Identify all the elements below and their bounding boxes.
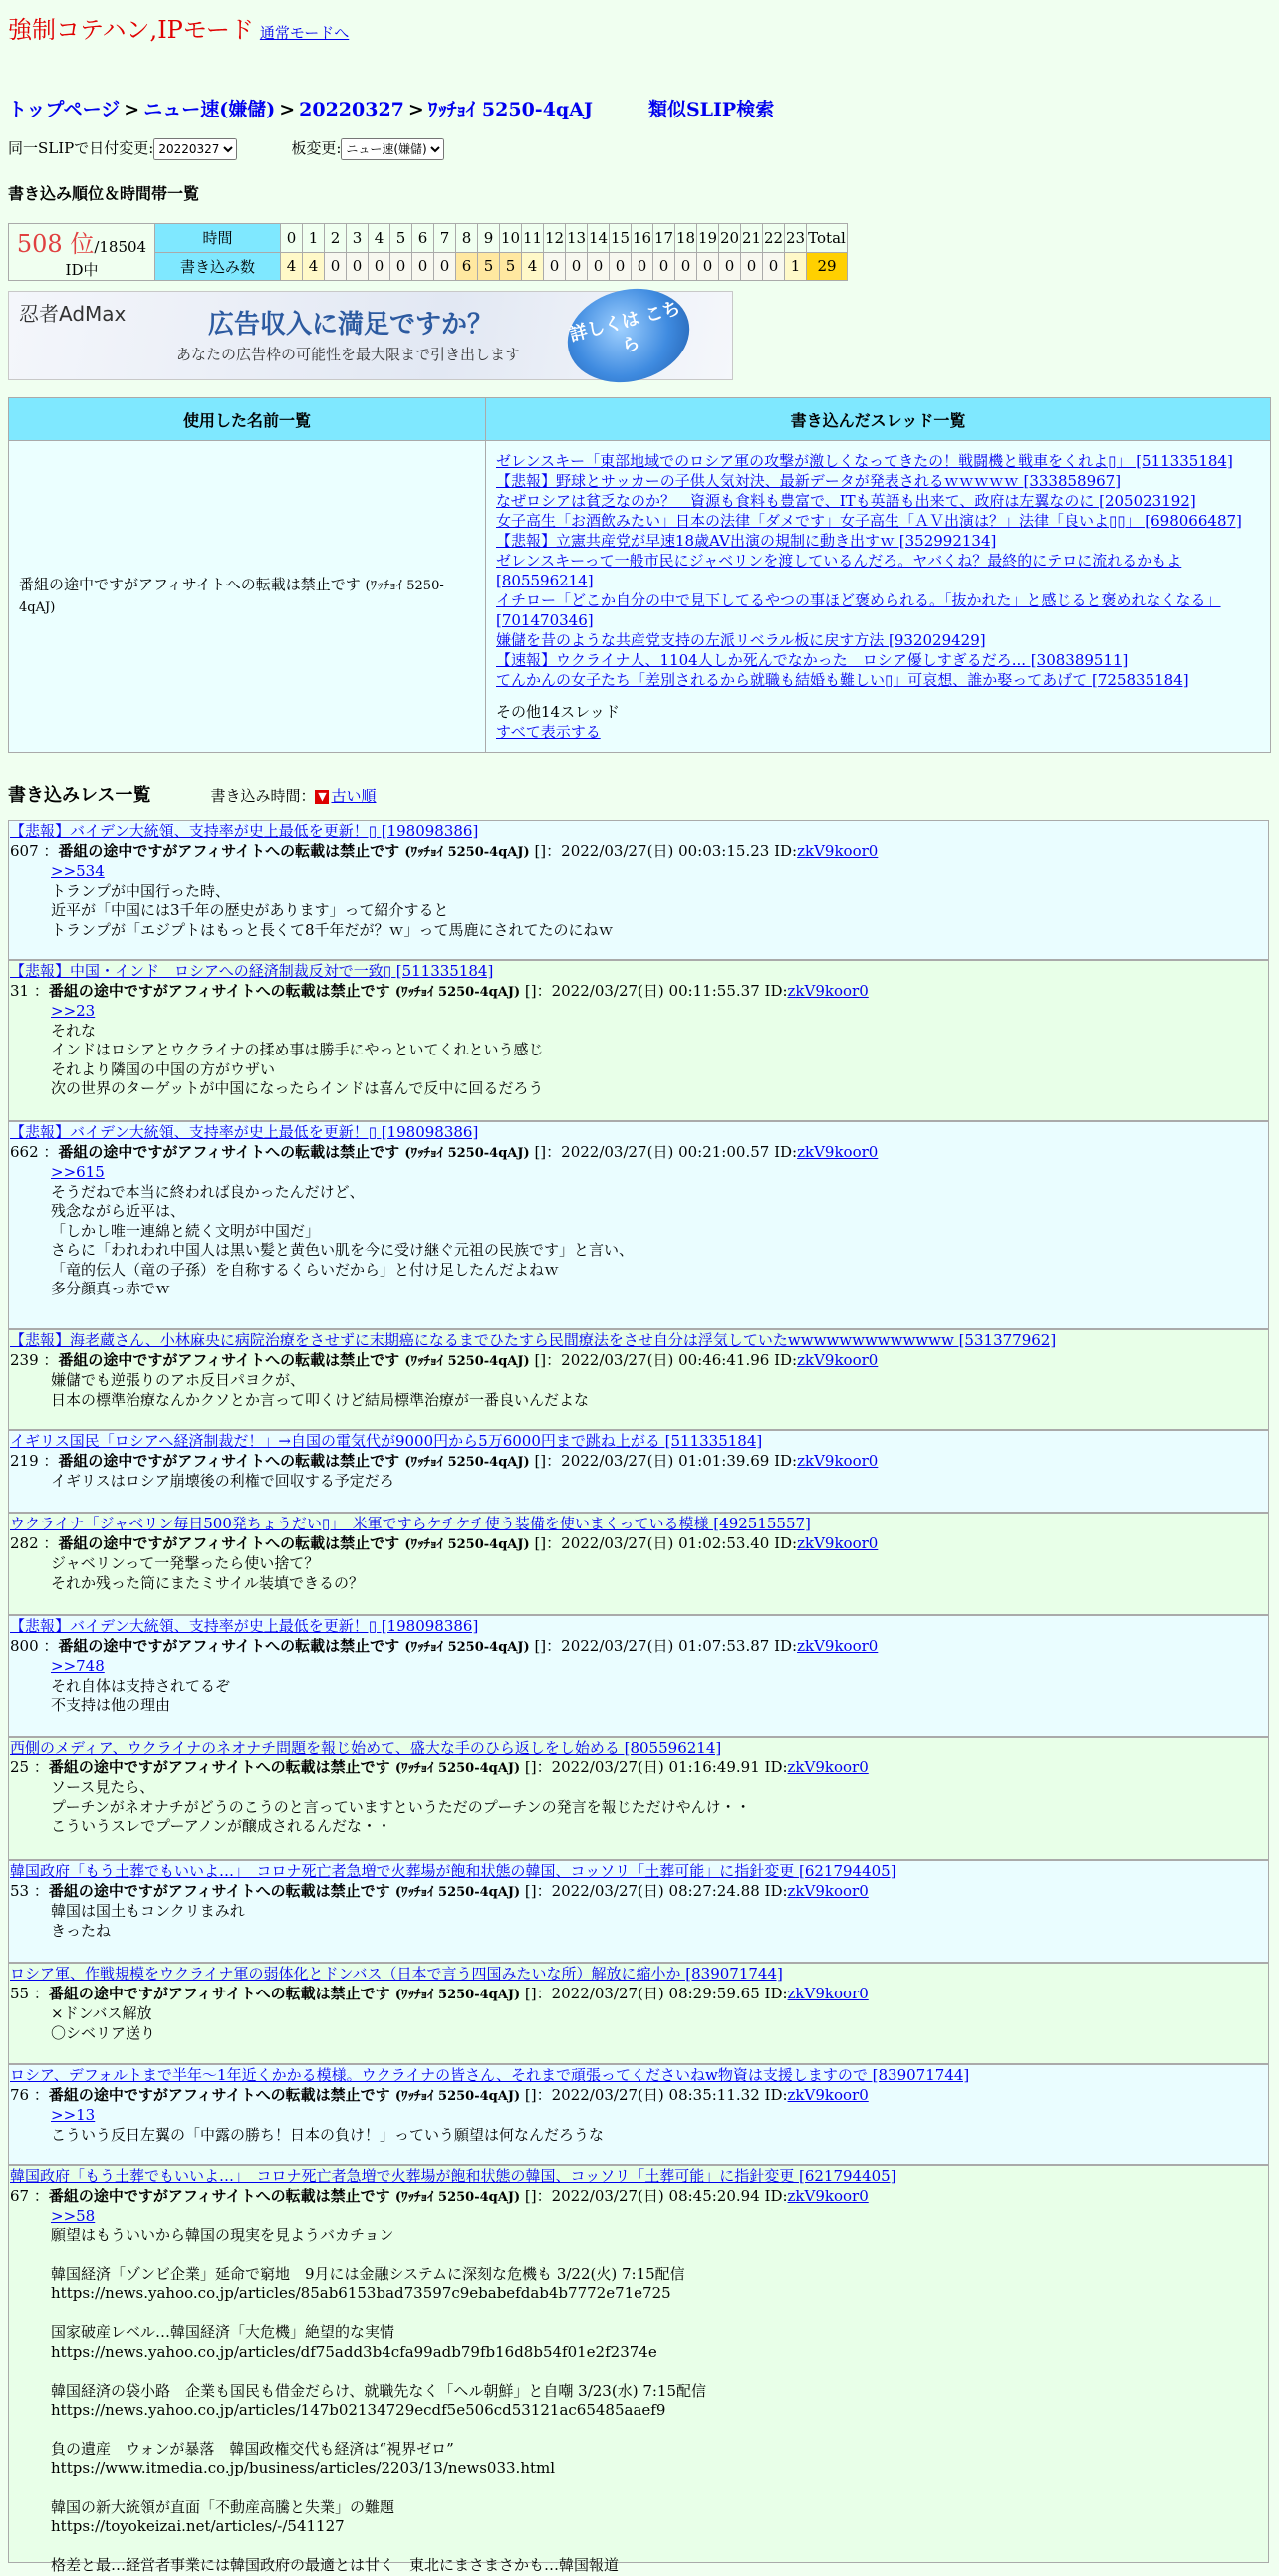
- post-body: [10, 1163, 1268, 1299]
- post: [8, 1430, 1269, 1513]
- post-line: それか残った筒にまたミサイル装填できるの？: [51, 1573, 364, 1592]
- names-column-header: 使用した名前一覧: [9, 398, 486, 441]
- post-line: 願望はもういいから韓国の現実を見ようバカチョン: [51, 2225, 394, 2244]
- post-thread-link[interactable]: ロシア、デフォルトまで半年～1年近くかかる模様。ウクライナの皆さん、それまで頑張ってくださいねw物資は支援しますので [839071744]: [10, 2066, 970, 2084]
- post-number: 282 ：: [10, 1533, 59, 1552]
- thread-link[interactable]: 【悲報】立憲共産党が早速18歳AV出演の規制に動き出すｗ [352992134]: [496, 532, 997, 550]
- thread-link[interactable]: 女子高生「お酒飲みたい」日本の法律「ダメです」女子高生「ＡＶ出演は？」法律「良いよ▯▯」 [698066487]: [496, 512, 1242, 530]
- post-line: [51, 2245, 1268, 2265]
- post-line: インドはロシアとウクライナの揉め事は勝手にやっといてくれという感じ: [51, 1041, 544, 1058]
- post-author: 番組の途中ですがアフィサイトへの転載は禁止です (ﾜｯﾁｮｲ 5250-4qAJ): [58, 1142, 530, 1161]
- rank-value: 508 位: [16, 230, 95, 258]
- name-cell: [9, 441, 486, 753]
- more-threads-count: その他14スレッド: [496, 703, 620, 721]
- ad-headline: 広告収入に満足ですか？: [208, 310, 494, 340]
- post-meta: [10, 1452, 1268, 1473]
- post-id-link[interactable]: zkV9koor0: [797, 1451, 879, 1470]
- reply-anchor-link[interactable]: >>13: [51, 2106, 96, 2124]
- post: [8, 1329, 1269, 1430]
- post-meta: [10, 2086, 1268, 2107]
- post-meta: [10, 1351, 1268, 1372]
- post-line: https://toyokeizai.net/articles/-/541127: [51, 2517, 345, 2535]
- post-line: ソース見たら、: [51, 1778, 155, 1796]
- post: [8, 820, 1269, 960]
- post-author: 番組の途中ですがアフィサイトへの転載は禁止です (ﾜｯﾁｮｲ 5250-4qAJ): [58, 1636, 530, 1655]
- post-line: [51, 2421, 1268, 2441]
- post-thread-link[interactable]: 【悲報】バイデン大統領、支持率が史上最低を更新！▯ [198098386]: [10, 1617, 479, 1635]
- hour-count: 0: [719, 252, 741, 281]
- hour-header: 19: [697, 224, 719, 253]
- post-id-link[interactable]: zkV9koor0: [787, 2085, 869, 2104]
- post-line: そうだねで本当に終われば良かったんだけど、: [51, 1182, 365, 1201]
- hour-header: 3: [347, 224, 369, 253]
- hour-count: 1: [785, 252, 807, 281]
- post-author: 番組の途中ですがアフィサイトへの転載は禁止です (ﾜｯﾁｮｲ 5250-4qAJ): [58, 1533, 530, 1552]
- post-thread-link[interactable]: 韓国政府「もう土葬でもいいよ…」 コロナ死亡者急増で火葬場が飽和状態の韓国、コッソリ「土葬可能」に指針変更 [621794405]: [10, 2167, 896, 2185]
- post-id-link[interactable]: zkV9koor0: [797, 1142, 879, 1161]
- post-thread-link[interactable]: イギリス国民「ロシアへ経済制裁だ！」→自国の電気代が9000円から5万6000円まで跳ね上がる [511335184]: [10, 1432, 763, 1450]
- poster-trip: (ﾜｯﾁｮｲ 5250-4qAJ): [19, 579, 444, 615]
- thread-link[interactable]: イチロー「どこか自分の中で見下してるやつの事ほど褒められる。「抜かれた」と感じると褒めれなくなる」 [701470346]: [496, 591, 1221, 629]
- post-line: [51, 2537, 1268, 2557]
- post-thread-link[interactable]: 西側のメディア、ウクライナのネオナチ問題を報じ始めて、盛大な手のひら返しをし始める [805596214]: [10, 1739, 722, 1756]
- reply-anchor-link[interactable]: >>23: [51, 1002, 96, 1020]
- ad-banner[interactable]: [8, 291, 733, 380]
- hour-header: 8: [456, 224, 478, 253]
- post-date: []：2022/03/27(日) 08:35:11.32 ID:: [520, 2085, 788, 2104]
- post-number: 55 ：: [10, 1984, 49, 2002]
- hour-count: 0: [390, 252, 412, 281]
- post: [8, 1513, 1269, 1615]
- hour-header: 14: [588, 224, 610, 253]
- hour-header: 18: [675, 224, 697, 253]
- post-date: []：2022/03/27(日) 00:21:00.57 ID:: [529, 1142, 798, 1161]
- breadcrumb-top[interactable]: トップページ: [8, 99, 121, 120]
- hour-header: 13: [566, 224, 588, 253]
- post-line: プーチンがネオナチがどうのこうのと言っていますというただのプーチンの発言を報じただけやんけ・・: [51, 1797, 751, 1816]
- hour-count: 5: [500, 252, 522, 281]
- post-body: [10, 1554, 1268, 1593]
- post-line: 国家破産レベル…韓国経済「大危機」絶望的な実情: [51, 2323, 395, 2341]
- post-line: 韓国の新大統領が直面「不動産高騰と失業」の難題: [51, 2497, 395, 2516]
- post-line: それな: [51, 1021, 97, 1040]
- hour-count: 4: [303, 252, 325, 281]
- hour-header: 9: [478, 224, 500, 253]
- date-change-label: 同一SLIPで日付変更:: [8, 139, 154, 157]
- post-id-link[interactable]: zkV9koor0: [787, 1984, 869, 2002]
- hour-header: 5: [390, 224, 412, 253]
- hour-header: 4: [369, 224, 390, 253]
- post-thread-link[interactable]: 【悲報】海老蔵さん、小林麻央に病院治療をさせずに末期癌になるまでひたすら民間療法をさせ自分は浮気していたwwwwwwwwwwwww [531377962]: [10, 1331, 1057, 1349]
- post-body: [10, 1778, 1268, 1837]
- hour-header: 6: [412, 224, 434, 253]
- post-line: トランプが中国行った時、: [51, 881, 231, 900]
- hour-count: 5: [478, 252, 500, 281]
- hour-count: 0: [412, 252, 434, 281]
- show-all-threads-link[interactable]: すべて表示する: [496, 723, 601, 741]
- thread-link[interactable]: 【速報】ウクライナ人、1104人しか死んでなかった ロシア優しすぎるだろ... [308389511]: [496, 651, 1129, 669]
- post-line: 韓国経済の袋小路 企業も国民も借金だらけ、就職先なく「ヘル朝鮮」と自嘲 3/23(水) 7:15配信: [51, 2381, 707, 2400]
- post-line: [51, 2362, 1268, 2382]
- post-line: [51, 2304, 1268, 2324]
- post-id-link[interactable]: zkV9koor0: [787, 2186, 869, 2205]
- post-line: 〇シベリア送り: [51, 2023, 156, 2042]
- board-change-label: 板変更:: [291, 139, 342, 157]
- breadcrumb-separator: >: [279, 99, 296, 120]
- thread-link[interactable]: ゼレンスキーって一般市民にジャベリンを渡しているんだろ。ヤバくね？最終的にテロに流れるかもよ [805596214]: [496, 552, 1182, 589]
- post: [8, 960, 1269, 1121]
- post-date: []：2022/03/27(日) 00:03:15.23 ID:: [529, 841, 798, 860]
- hour-count: 4: [281, 252, 303, 281]
- post: [8, 1615, 1269, 1737]
- hour-count: 0: [697, 252, 719, 281]
- post-meta: [10, 1758, 1268, 1779]
- post-line: 日本の標準治療なんかクソとか言って叩くけど結局標準治療が一番良いんだよな: [51, 1390, 590, 1409]
- post-date: []：2022/03/27(日) 01:02:53.40 ID:: [529, 1533, 798, 1552]
- post-id-link[interactable]: zkV9koor0: [787, 1881, 869, 1900]
- page-title: [8, 10, 349, 45]
- post-line: 多分顔真っ赤でｗ: [51, 1280, 171, 1297]
- post-line: 負の遺産 ウォンが暴落 韓国政権交代も経済は“視界ゼロ”: [51, 2440, 454, 2458]
- post-line: https://news.yahoo.co.jp/articles/df75add3b4cfa99adb79fb16d8b54f01e2f2374e: [51, 2342, 657, 2361]
- reply-anchor-link[interactable]: >>534: [51, 862, 105, 880]
- hour-count: 0: [763, 252, 785, 281]
- post-id-link[interactable]: zkV9koor0: [787, 981, 869, 1000]
- post-author: 番組の途中ですがアフィサイトへの転載は禁止です (ﾜｯﾁｮｲ 5250-4qAJ): [48, 1881, 521, 1900]
- post-date: []：2022/03/27(日) 08:27:24.88 ID:: [520, 1881, 788, 1900]
- post: [8, 1737, 1269, 1860]
- post-date: []：2022/03/27(日) 00:46:41.96 ID:: [529, 1350, 798, 1369]
- reply-anchor-link[interactable]: >>615: [51, 1163, 105, 1181]
- breadcrumb-board[interactable]: ニュー速(嫌儲): [143, 99, 276, 120]
- post-meta: [10, 1637, 1268, 1658]
- post-line: ジャベリンって一発撃ったら使い捨て？: [51, 1554, 320, 1572]
- hour-header: 0: [281, 224, 303, 253]
- board-select[interactable]: [341, 138, 444, 160]
- post-meta: [10, 982, 1268, 1003]
- post-body: [10, 2207, 1268, 2576]
- post-thread-link[interactable]: 【悲報】バイデン大統領、支持率が史上最低を更新！▯ [198098386]: [10, 822, 479, 840]
- names-table: [8, 397, 1271, 753]
- post-line: 格差と最…経営者事業には韓国政府の最適とは甘く 東北にまさまさかも…韓国報道: [51, 2556, 620, 2574]
- hour-header: 15: [610, 224, 632, 253]
- site-title: 強制コテハン,IPモード: [8, 16, 254, 44]
- post-number: 25 ：: [10, 1757, 49, 1776]
- post-author: 番組の途中ですがアフィサイトへの転載は禁止です (ﾜｯﾁｮｲ 5250-4qAJ): [48, 2186, 521, 2205]
- post: [8, 1963, 1269, 2064]
- hour-header: 12: [544, 224, 566, 253]
- post-line: トランプが「エジプトはもっと長くて8千年だが？ｗ」って馬鹿にされてたのにねｗ: [51, 920, 614, 939]
- post-line: 近平が「中国には3千年の歴史があります」って紹介すると: [51, 901, 449, 919]
- hour-header: Total: [807, 224, 848, 253]
- breadcrumb: [8, 95, 774, 121]
- post-line: https://news.yahoo.co.jp/articles/85ab6153bad73597c9ebabefdab4b7772e71e725: [51, 2284, 671, 2302]
- post-date: []：2022/03/27(日) 00:11:55.37 ID:: [520, 981, 788, 1000]
- hour-count: 29: [807, 252, 848, 281]
- hour-count: 0: [610, 252, 632, 281]
- post: [8, 2064, 1269, 2165]
- post-line: 韓国経済「ゾンビ企業」延命で窮地 9月には金融システムに深刻な危機も 3/22(火) 7:15配信: [51, 2264, 685, 2283]
- post-line: 残念ながら近平は、: [51, 1202, 186, 1220]
- normal-mode-link[interactable]: 通常モードへ: [259, 24, 350, 42]
- date-select[interactable]: [153, 138, 237, 160]
- hour-count: 0: [653, 252, 675, 281]
- hour-count: 0: [347, 252, 369, 281]
- post-meta: [10, 1882, 1268, 1903]
- post-thread-link[interactable]: ロシア軍、作戦規模をウクライナ軍の弱体化とドンバス（日本で言う四国みたいな所）解放に縮小か [839071744]: [10, 1965, 783, 1983]
- post-line: 「しかし唯一連綿と続く文明が中国だ」: [51, 1221, 321, 1240]
- post-number: 31 ：: [10, 981, 49, 1000]
- time-label: 時間: [155, 224, 281, 253]
- post-line: きったね: [51, 1921, 112, 1940]
- rank-heading: 書き込み順位＆時間帯一覧: [8, 184, 200, 203]
- post-date: []：2022/03/27(日) 01:16:49.91 ID:: [520, 1757, 788, 1776]
- breadcrumb-date[interactable]: 20220327: [299, 99, 404, 120]
- similar-slip-search-link[interactable]: 類似SLIP検索: [647, 99, 775, 120]
- post-line: 韓国は国土もコンクリまみれ: [51, 1902, 245, 1920]
- post-thread-link[interactable]: 【悲報】中国・インド ロシアへの経済制裁反対で一致▯ [511335184]: [10, 962, 494, 980]
- post-line: こういうスレでプーアノンが醸成されるんだな・・: [51, 1817, 392, 1835]
- post-line: https://news.yahoo.co.jp/articles/147b02134729ecdf5e506cd53121ac65485aaef9: [51, 2401, 666, 2419]
- post: [8, 2165, 1269, 2574]
- hour-count: 0: [434, 252, 456, 281]
- post-line: 「竜的伝人（竜の子孫）を自称するくらいだから」と付け足したんだよねｗ: [51, 1260, 560, 1279]
- post-list-heading: [8, 781, 377, 807]
- hour-header: 17: [653, 224, 675, 253]
- hour-count: 0: [675, 252, 697, 281]
- hour-header: 1: [303, 224, 325, 253]
- hour-count: 0: [369, 252, 390, 281]
- post-body: [10, 1657, 1268, 1716]
- post-number: 219 ：: [10, 1451, 59, 1470]
- post-body: [10, 1472, 1268, 1492]
- post-number: 53 ：: [10, 1881, 49, 1900]
- post-number: 800 ：: [10, 1636, 59, 1655]
- post-line: こういう反日左翼の「中露の勝ち！日本の負け！」っていう願望は何なんだろうな: [51, 2125, 605, 2144]
- hour-count: 0: [544, 252, 566, 281]
- post-date: []：2022/03/27(日) 08:29:59.65 ID:: [520, 1984, 788, 2002]
- post-line: 不支持は他の理由: [51, 1696, 171, 1714]
- post-line: ×ドンバス解放: [51, 2004, 152, 2022]
- hour-count: 0: [632, 252, 653, 281]
- hour-header: 11: [522, 224, 544, 253]
- post-id-link[interactable]: zkV9koor0: [787, 1757, 869, 1776]
- post-author: 番組の途中ですがアフィサイトへの転載は禁止です (ﾜｯﾁｮｲ 5250-4qAJ): [48, 1984, 521, 2002]
- hour-count: 0: [566, 252, 588, 281]
- post-id-link[interactable]: zkV9koor0: [797, 1636, 879, 1655]
- post-id-link[interactable]: zkV9koor0: [797, 841, 879, 860]
- hour-count: 6: [456, 252, 478, 281]
- post-body: [10, 2106, 1268, 2145]
- post-meta: [10, 1985, 1268, 2005]
- hour-count: 4: [522, 252, 544, 281]
- hour-header: 23: [785, 224, 807, 253]
- post-meta: [10, 1143, 1268, 1164]
- post-thread-link[interactable]: ウクライナ「ジャベリン毎日500発ちょうだい▯」 米軍ですらケチケチ使う装備を使いまくっている模様 [492515557]: [10, 1515, 811, 1532]
- reply-anchor-link[interactable]: >>58: [51, 2207, 96, 2225]
- post-meta: [10, 2187, 1268, 2208]
- post-number: 76 ：: [10, 2085, 49, 2104]
- post-line: それ自体は支持されてるぞ: [51, 1676, 231, 1695]
- breadcrumb-separator: >: [407, 99, 424, 120]
- breadcrumb-separator: >: [124, 99, 140, 120]
- sort-control: [210, 787, 376, 805]
- ad-logo: 忍者AdMax: [19, 302, 127, 326]
- thread-link[interactable]: ゼレンスキー「東部地域でのロシア軍の攻撃が激しくなってきたの！戦闘機と戦車をくれよ▯」 [511335184]: [496, 452, 1233, 470]
- ad-subtext: あなたの広告枠の可能性を最大限まで引き出します: [176, 346, 521, 363]
- post-line: それより隣国の中国の方がウザい: [51, 1059, 276, 1078]
- post-date: []：2022/03/27(日) 01:01:39.69 ID:: [529, 1451, 798, 1470]
- hour-header: 22: [763, 224, 785, 253]
- post-id-link[interactable]: zkV9koor0: [797, 1533, 879, 1552]
- count-label: 書き込み数: [155, 252, 281, 281]
- sort-oldest-link[interactable]: 古い順: [331, 787, 377, 805]
- post-author: 番組の途中ですがアフィサイトへの転載は禁止です (ﾜｯﾁｮｲ 5250-4qAJ): [58, 1451, 530, 1470]
- hour-header: 20: [719, 224, 741, 253]
- hour-header: 7: [434, 224, 456, 253]
- post-thread-link[interactable]: 韓国政府「もう土葬でもいいよ…」 コロナ死亡者急増で火葬場が飽和状態の韓国、コッソリ「土葬可能」に指針変更 [621794405]: [10, 1862, 896, 1880]
- post-author: 番組の途中ですがアフィサイトへの転載は禁止です (ﾜｯﾁｮｲ 5250-4qAJ): [48, 1757, 521, 1776]
- post-author: 番組の途中ですがアフィサイトへの転載は禁止です (ﾜｯﾁｮｲ 5250-4qAJ): [58, 841, 530, 860]
- post-author: 番組の途中ですがアフィサイトへの転載は禁止です (ﾜｯﾁｮｲ 5250-4qAJ): [58, 1350, 530, 1369]
- thread-list: [486, 441, 1271, 753]
- breadcrumb-id[interactable]: ﾜｯﾁｮｲ 5250-4qAJ: [427, 99, 593, 120]
- post-number: 239 ：: [10, 1350, 59, 1369]
- thread-link[interactable]: 【悲報】野球とサッカーの子供人気対決、最新データが発表されるｗｗｗｗｗ [333858967]: [496, 472, 1122, 490]
- post-meta: [10, 842, 1268, 863]
- sort-label: 書き込み時間：: [210, 787, 316, 805]
- post-meta: [10, 1534, 1268, 1555]
- hour-count: 0: [741, 252, 763, 281]
- threads-column-header: 書き込んだスレッド一覧: [486, 398, 1271, 441]
- poster-name: 番組の途中ですがアフィサイトへの転載は禁止です: [19, 576, 361, 593]
- rank-cell: [9, 224, 155, 281]
- thread-link[interactable]: てんかんの女子たち「差別されるから就職も結婚も難しい▯」可哀想、誰か娶ってあげて [725835184]: [496, 671, 1189, 689]
- more-threads: [496, 702, 1260, 742]
- post-id-link[interactable]: zkV9koor0: [797, 1350, 879, 1369]
- post-line: 嫌儲でも逆張りのアホ反日パヨクが、: [51, 1371, 306, 1389]
- rank-table: [8, 223, 848, 281]
- hour-count: 0: [588, 252, 610, 281]
- thread-link[interactable]: なぜロシアは貧乏なのか？ 資源も食料も豊富で、ITも英語も出来て、政府は左翼なのに [205023192]: [496, 492, 1196, 510]
- post-list-title: 書き込みレス一覧: [8, 785, 151, 806]
- rank-total: /18504 ID中: [65, 238, 147, 279]
- post-body: [10, 862, 1268, 940]
- reply-anchor-link[interactable]: >>748: [51, 1657, 105, 1675]
- post-date: []：2022/03/27(日) 01:07:53.87 ID:: [529, 1636, 798, 1655]
- post-author: 番組の途中ですがアフィサイトへの転載は禁止です (ﾜｯﾁｮｲ 5250-4qAJ): [48, 2085, 521, 2104]
- thread-links: [496, 451, 1260, 690]
- sort-order-icon: ▼: [315, 790, 329, 804]
- ad-details-button[interactable]: 詳しくは こちら: [558, 276, 700, 394]
- hour-header: 16: [632, 224, 653, 253]
- hour-header: 21: [741, 224, 763, 253]
- post-line: さらに「われわれ中国人は黒い髪と黄色い肌を今に受け継ぐ元祖の民族です」と言い、: [51, 1241, 635, 1259]
- post-line: イギリスはロシア崩壊後の利権で回収する予定だろ: [51, 1472, 394, 1490]
- post: [8, 1860, 1269, 1963]
- post-body: [10, 1371, 1268, 1410]
- hour-header: 10: [500, 224, 522, 253]
- post: [8, 1121, 1269, 1329]
- date-change-row: [8, 137, 498, 160]
- post-line: 次の世界のターゲットが中国になったらインドは喜んで反中に回るだろう: [51, 1079, 544, 1097]
- hour-count: 0: [325, 252, 347, 281]
- post-date: []：2022/03/27(日) 08:45:20.94 ID:: [520, 2186, 788, 2205]
- post-body: [10, 1002, 1268, 1099]
- post-body: [10, 1902, 1268, 1941]
- post-body: [10, 2004, 1268, 2043]
- post-line: https://www.itmedia.co.jp/business/articles/2203/13/news033.html: [51, 2459, 556, 2477]
- post-number: 662 ：: [10, 1142, 59, 1161]
- post-number: 67 ：: [10, 2186, 49, 2205]
- thread-link[interactable]: 嫌儲を昔のような共産党支持の左派リベラル板に戻す方法 [932029429]: [496, 631, 986, 649]
- post-thread-link[interactable]: 【悲報】バイデン大統領、支持率が史上最低を更新！▯ [198098386]: [10, 1123, 479, 1141]
- hour-header: 2: [325, 224, 347, 253]
- post-line: [51, 2478, 1268, 2498]
- post-author: 番組の途中ですがアフィサイトへの転載は禁止です (ﾜｯﾁｮｲ 5250-4qAJ): [48, 981, 521, 1000]
- post-number: 607 ：: [10, 841, 59, 860]
